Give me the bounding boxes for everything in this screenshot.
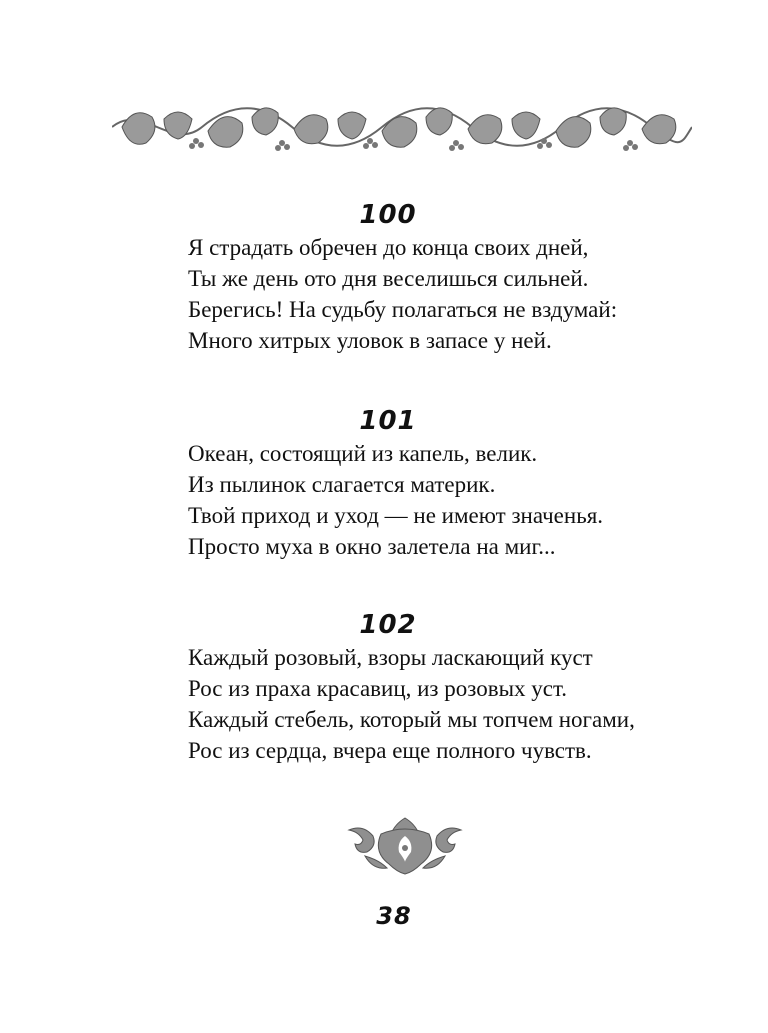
poem-line: Рос из праха красавиц, из розовых уст. — [188, 676, 568, 701]
poem-line: Каждый стебель, который мы топчем ногами, — [188, 707, 635, 732]
quatrain-100 — [188, 200, 688, 356]
poem-line: Я страдать обречен до конца своих дней, — [188, 235, 589, 260]
quatrain-101 — [188, 406, 688, 562]
poem-line: Океан, состоящий из капель, велик. — [188, 441, 538, 466]
poem-number: 102 — [359, 610, 417, 640]
poem-line: Берегись! На судьбу полагаться не вздумай: — [188, 297, 618, 322]
poem-line: Много хитрых уловок в запасе у ней. — [188, 328, 552, 353]
page-number: 38 — [376, 902, 412, 930]
poem-line: Просто муха в окно залетела на миг... — [188, 534, 556, 559]
poem-line: Рос из сердца, вчера еще полного чувств. — [188, 738, 592, 763]
poem-line: Ты же день ото дня веселишься сильней. — [188, 266, 589, 291]
poem-line: Каждый розовый, взоры ласкающий куст — [188, 645, 593, 670]
poem-line: Твой приход и уход — не имеют значенья. — [188, 503, 604, 528]
floral-vignette-ornament — [345, 812, 465, 876]
vine-border-ornament — [112, 97, 692, 157]
poem-number: 100 — [359, 200, 417, 230]
quatrain-102 — [188, 610, 688, 766]
poem-number: 101 — [359, 406, 417, 436]
poem-line: Из пылинок слагается материк. — [188, 472, 496, 497]
